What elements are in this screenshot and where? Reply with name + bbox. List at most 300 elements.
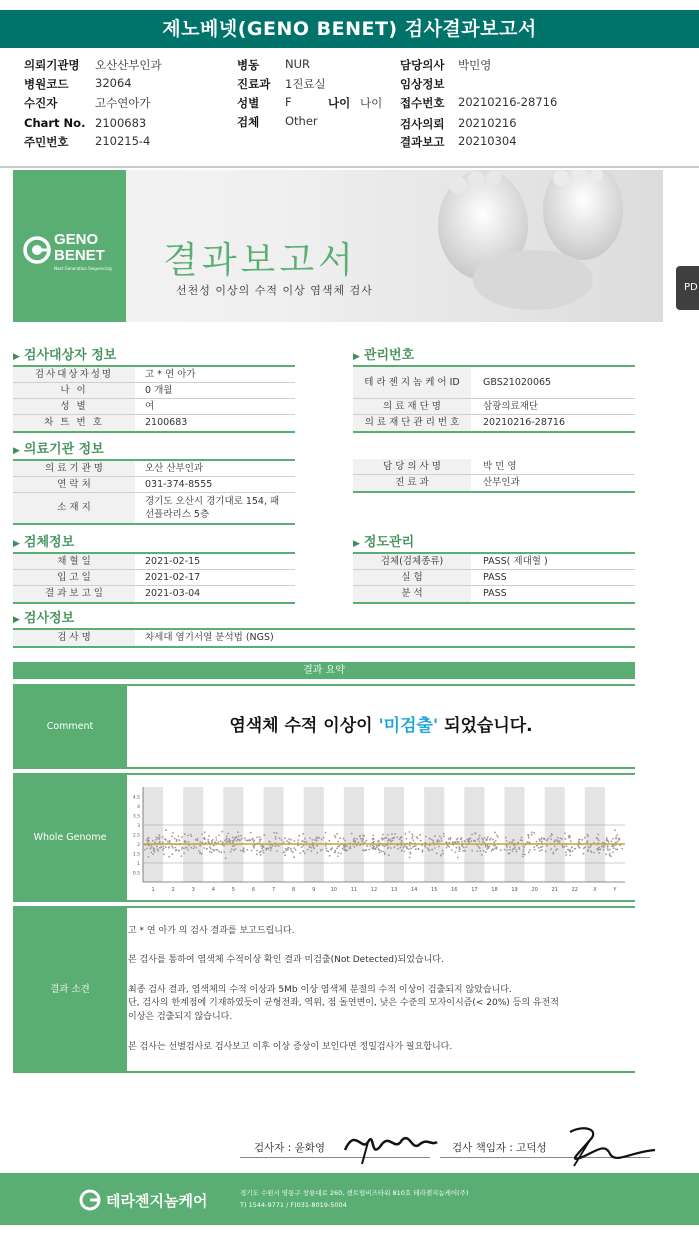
data-point xyxy=(421,851,423,853)
data-point xyxy=(198,850,200,852)
data-point xyxy=(457,857,459,859)
data-point xyxy=(161,846,163,848)
y-tick-label: 1.5 xyxy=(132,852,140,858)
data-point xyxy=(612,845,614,847)
data-point xyxy=(263,834,265,836)
data-point xyxy=(246,849,248,851)
data-point xyxy=(183,848,185,850)
data-point xyxy=(204,837,206,839)
data-point xyxy=(283,842,285,844)
data-point xyxy=(554,845,556,847)
header-value: 20210216 xyxy=(458,116,517,130)
data-point xyxy=(263,852,265,854)
data-point xyxy=(212,839,214,841)
banner-title: 결과보고서 xyxy=(163,240,357,281)
data-point xyxy=(584,837,586,839)
y-tick-label: 2 xyxy=(137,843,140,848)
data-point xyxy=(181,846,183,848)
data-point xyxy=(226,838,228,840)
data-point xyxy=(545,850,547,852)
data-point xyxy=(581,839,583,841)
data-point xyxy=(550,848,552,850)
data-point xyxy=(431,849,433,851)
data-point xyxy=(278,845,280,847)
data-point xyxy=(408,848,410,850)
data-point xyxy=(325,845,327,847)
data-point xyxy=(571,847,573,849)
data-point xyxy=(393,846,395,848)
data-point xyxy=(527,834,529,836)
side-tab[interactable]: PD xyxy=(676,266,699,310)
data-point xyxy=(275,838,277,840)
data-point xyxy=(440,855,442,857)
table-row xyxy=(13,570,295,586)
data-point xyxy=(521,837,523,839)
data-point xyxy=(506,849,508,851)
table-row xyxy=(13,586,295,602)
row-label: 의 료 재 단 명 xyxy=(353,399,471,414)
data-point xyxy=(528,851,530,853)
data-point xyxy=(578,847,580,849)
data-point xyxy=(376,847,378,849)
data-point xyxy=(155,839,157,841)
data-point xyxy=(256,854,258,856)
data-point xyxy=(148,856,150,858)
data-point xyxy=(417,838,419,840)
data-point xyxy=(538,838,540,840)
data-point xyxy=(186,847,188,849)
data-point xyxy=(199,852,201,854)
data-point xyxy=(286,840,288,842)
table-row xyxy=(353,459,635,475)
data-point xyxy=(523,849,525,851)
data-point xyxy=(614,829,616,831)
table-row xyxy=(353,415,635,431)
data-point xyxy=(369,845,371,847)
data-point xyxy=(199,841,201,843)
data-point xyxy=(165,829,167,831)
data-point xyxy=(569,855,571,857)
triangle-icon: ▶ xyxy=(13,446,20,456)
data-point xyxy=(509,853,511,855)
data-point xyxy=(380,850,382,852)
data-point xyxy=(302,840,304,842)
data-point xyxy=(244,837,246,839)
table-row xyxy=(353,554,635,570)
data-point xyxy=(401,849,403,851)
data-point xyxy=(297,839,299,841)
data-point xyxy=(458,850,460,852)
data-point xyxy=(229,841,231,843)
data-point xyxy=(464,840,466,842)
triangle-icon: ▶ xyxy=(353,539,360,549)
header-value: 오산산부인과 xyxy=(95,58,162,72)
data-point xyxy=(484,837,486,839)
data-point xyxy=(176,849,178,851)
data-point xyxy=(230,851,232,853)
data-point xyxy=(218,835,220,837)
data-point xyxy=(439,836,441,838)
data-point xyxy=(470,837,472,839)
data-point xyxy=(561,838,563,840)
triangle-icon: ▶ xyxy=(353,352,360,362)
data-point xyxy=(481,854,483,856)
row-label: 나 이 xyxy=(13,383,135,398)
row-value: PASS xyxy=(483,572,507,583)
data-point xyxy=(339,837,341,839)
data-point xyxy=(425,836,427,838)
data-point xyxy=(391,833,393,835)
data-point xyxy=(560,837,562,839)
data-point xyxy=(288,847,290,849)
address-line-2: 선플라리스 5층 xyxy=(145,509,210,520)
data-point xyxy=(224,840,226,842)
remark-line: 본 검사는 선별검사로 검사보고 이후 이상 증상이 보인다면 정밀검사가 필요합니다. xyxy=(128,1042,453,1052)
row-value: PASS xyxy=(483,588,507,599)
data-point xyxy=(504,849,506,851)
data-point xyxy=(183,852,185,854)
data-point xyxy=(276,832,278,834)
comment-pre: 염색체 수적 이상이 xyxy=(229,716,379,736)
data-point xyxy=(349,847,351,849)
data-point xyxy=(382,851,384,853)
header-label: 임상정보 xyxy=(400,77,445,91)
data-point xyxy=(492,839,494,841)
row-label: 진 료 과 xyxy=(353,475,471,491)
header-value: NUR xyxy=(285,57,311,71)
data-point xyxy=(390,841,392,843)
data-point xyxy=(221,831,223,833)
data-point xyxy=(479,835,481,837)
data-point xyxy=(616,834,618,836)
data-point xyxy=(233,849,235,851)
data-point xyxy=(534,849,536,851)
data-point xyxy=(538,847,540,849)
section-specimen xyxy=(13,531,74,550)
section-specimen-title: 검체정보 xyxy=(23,535,75,550)
data-point xyxy=(233,845,235,847)
row-value: 박 민 영 xyxy=(483,461,517,472)
data-point xyxy=(162,836,164,838)
data-point xyxy=(152,840,154,842)
footer xyxy=(0,1173,699,1225)
data-point xyxy=(176,840,178,842)
data-point xyxy=(528,837,530,839)
data-point xyxy=(360,838,362,840)
data-point xyxy=(432,840,434,842)
data-point xyxy=(579,839,581,841)
data-point xyxy=(148,838,150,840)
data-point xyxy=(440,838,442,840)
y-tick-label: 0.5 xyxy=(132,871,140,877)
data-point xyxy=(343,838,345,840)
data-point xyxy=(232,842,234,844)
data-point xyxy=(509,846,511,848)
data-point xyxy=(443,833,445,835)
data-point xyxy=(403,846,405,848)
data-point xyxy=(356,845,358,847)
data-point xyxy=(587,849,589,851)
data-point xyxy=(527,841,529,843)
data-point xyxy=(590,850,592,852)
footer-brand: 테라젠지놈케어 xyxy=(106,1192,208,1210)
data-point xyxy=(245,839,247,841)
data-point xyxy=(463,847,465,849)
data-point xyxy=(523,851,525,853)
header-label: 주민번호 xyxy=(24,135,69,149)
data-point xyxy=(533,832,535,834)
data-point xyxy=(351,833,353,835)
data-point xyxy=(304,838,306,840)
data-point xyxy=(243,847,245,849)
data-point xyxy=(543,839,545,841)
data-point xyxy=(466,839,468,841)
data-point xyxy=(399,847,401,849)
data-point xyxy=(434,835,436,837)
data-point xyxy=(449,839,451,841)
table-row xyxy=(353,586,635,602)
row-label: 소 재 지 xyxy=(13,493,135,523)
data-point xyxy=(474,832,476,834)
row-value: PASS( 제대혈 ) xyxy=(483,556,548,567)
data-point xyxy=(471,834,473,836)
data-point xyxy=(374,848,376,850)
data-point xyxy=(456,847,458,849)
comment-box xyxy=(13,684,635,769)
data-point xyxy=(323,837,325,839)
data-point xyxy=(378,846,380,848)
baby-feet-image xyxy=(413,170,663,322)
footer-phone-line: T) 1544-9771 / F)031-8019-5004 xyxy=(240,1201,347,1209)
data-point xyxy=(493,841,495,843)
data-point xyxy=(364,850,366,852)
table-row xyxy=(13,554,295,570)
data-point xyxy=(541,849,543,851)
data-point xyxy=(486,848,488,850)
table-row xyxy=(13,477,295,493)
data-point xyxy=(529,849,531,851)
data-point xyxy=(151,846,153,848)
data-point xyxy=(165,846,167,848)
data-point xyxy=(401,841,403,843)
data-point xyxy=(557,840,559,842)
data-point xyxy=(354,840,356,842)
data-point xyxy=(520,839,522,841)
data-point xyxy=(218,851,220,853)
data-point xyxy=(325,832,327,834)
data-point xyxy=(509,842,511,844)
data-point xyxy=(406,838,408,840)
data-point xyxy=(376,845,378,847)
data-point xyxy=(401,837,403,839)
data-point xyxy=(478,837,480,839)
data-point xyxy=(434,847,436,849)
data-point xyxy=(603,849,605,851)
data-point xyxy=(388,854,390,856)
data-point xyxy=(215,837,217,839)
data-point xyxy=(146,848,148,850)
data-point xyxy=(309,837,311,839)
data-point xyxy=(334,850,336,852)
data-point xyxy=(269,841,271,843)
data-point xyxy=(477,850,479,852)
data-point xyxy=(239,839,241,841)
data-point xyxy=(343,845,345,847)
data-point xyxy=(615,848,617,850)
data-point xyxy=(448,846,450,848)
data-point xyxy=(338,852,340,854)
data-point xyxy=(617,841,619,843)
data-point xyxy=(150,847,152,849)
data-point xyxy=(311,850,313,852)
data-point xyxy=(557,837,559,839)
triangle-icon: ▶ xyxy=(13,352,20,362)
data-point xyxy=(427,847,429,849)
table-row xyxy=(13,493,295,523)
data-point xyxy=(188,841,190,843)
data-point xyxy=(152,853,154,855)
data-point xyxy=(147,840,149,842)
header-label: 병동 xyxy=(237,58,260,72)
data-point xyxy=(384,853,386,855)
section-mgmt xyxy=(353,344,414,363)
data-point xyxy=(587,846,589,848)
data-point xyxy=(450,837,452,839)
data-point xyxy=(208,835,210,837)
data-point xyxy=(356,838,358,840)
data-point xyxy=(313,848,315,850)
data-point xyxy=(411,837,413,839)
data-point xyxy=(496,835,498,837)
data-point xyxy=(279,837,281,839)
x-tick-label: 4 xyxy=(211,887,215,893)
data-point xyxy=(413,845,415,847)
data-point xyxy=(284,851,286,853)
data-point xyxy=(156,846,158,848)
remark-line: 이상은 검출되지 않습니다. xyxy=(128,1012,233,1022)
data-point xyxy=(462,850,464,852)
data-point xyxy=(284,854,286,856)
data-point xyxy=(429,845,431,847)
data-point xyxy=(524,854,526,856)
data-point xyxy=(158,834,160,836)
header-value: 32064 xyxy=(95,76,132,90)
data-point xyxy=(256,837,258,839)
data-point xyxy=(211,842,213,844)
data-point xyxy=(190,847,192,849)
data-point xyxy=(587,840,589,842)
data-point xyxy=(569,835,571,837)
x-tick-label: 16 xyxy=(451,887,458,893)
data-point xyxy=(598,852,600,854)
data-point xyxy=(267,847,269,849)
data-point xyxy=(262,850,264,852)
data-point xyxy=(479,841,481,843)
data-point xyxy=(533,846,535,848)
data-point xyxy=(290,848,292,850)
data-point xyxy=(281,839,283,841)
data-point xyxy=(196,839,198,841)
data-point xyxy=(480,850,482,852)
chromosome-band xyxy=(464,787,484,882)
data-point xyxy=(583,853,585,855)
data-point xyxy=(531,831,533,833)
data-point xyxy=(181,855,183,857)
data-point xyxy=(291,850,293,852)
data-point xyxy=(377,841,379,843)
row-value: GBS21020065 xyxy=(483,377,552,388)
x-tick-label: 15 xyxy=(431,887,438,893)
data-point xyxy=(335,836,337,838)
x-tick-label: 19 xyxy=(511,887,518,893)
data-point xyxy=(539,850,541,852)
data-point xyxy=(287,849,289,851)
data-point xyxy=(304,853,306,855)
data-point xyxy=(185,841,187,843)
data-point xyxy=(259,836,261,838)
data-point xyxy=(190,834,192,836)
chief-signature xyxy=(560,1122,660,1170)
data-point xyxy=(486,839,488,841)
data-point xyxy=(232,840,234,842)
header-value: 박민영 xyxy=(458,58,492,72)
data-point xyxy=(382,834,384,836)
data-point xyxy=(436,852,438,854)
data-point xyxy=(337,855,339,857)
data-point xyxy=(446,847,448,849)
x-tick-label: 20 xyxy=(531,887,538,893)
data-point xyxy=(603,847,605,849)
data-point xyxy=(602,842,604,844)
data-point xyxy=(390,847,392,849)
data-point xyxy=(368,849,370,851)
data-point xyxy=(411,833,413,835)
header-label: 결과보고 xyxy=(400,135,445,149)
data-point xyxy=(496,846,498,848)
header-label: 진료과 xyxy=(237,77,271,91)
data-point xyxy=(162,842,164,844)
row-value: 산부인과 xyxy=(483,477,520,488)
triangle-icon: ▶ xyxy=(13,539,20,549)
data-point xyxy=(211,852,213,854)
data-point xyxy=(541,841,543,843)
data-point xyxy=(303,845,305,847)
row-label: 입 고 일 xyxy=(13,570,135,585)
header-value: 1진료실 xyxy=(285,77,326,91)
data-point xyxy=(373,839,375,841)
data-point xyxy=(288,842,290,844)
data-point xyxy=(259,840,261,842)
data-point xyxy=(597,847,599,849)
y-tick-label: 1 xyxy=(137,862,140,867)
data-point xyxy=(304,841,306,843)
data-point xyxy=(316,852,318,854)
chromosome-band xyxy=(344,787,364,882)
remark-line: 최종 검사 결과, 염색체의 수적 이상과 5Mb 이상 염색체 분절의 수적 이상이 검출되지 않았습니다. xyxy=(128,985,512,995)
data-point xyxy=(511,841,513,843)
data-point xyxy=(178,839,180,841)
report-header-info xyxy=(0,50,699,168)
data-point xyxy=(195,839,197,841)
terragen-logo-icon xyxy=(78,1188,102,1212)
data-point xyxy=(373,846,375,848)
data-point xyxy=(429,838,431,840)
data-point xyxy=(606,837,608,839)
table-row xyxy=(13,399,295,415)
data-point xyxy=(599,848,601,850)
data-point xyxy=(612,851,614,853)
data-point xyxy=(461,841,463,843)
